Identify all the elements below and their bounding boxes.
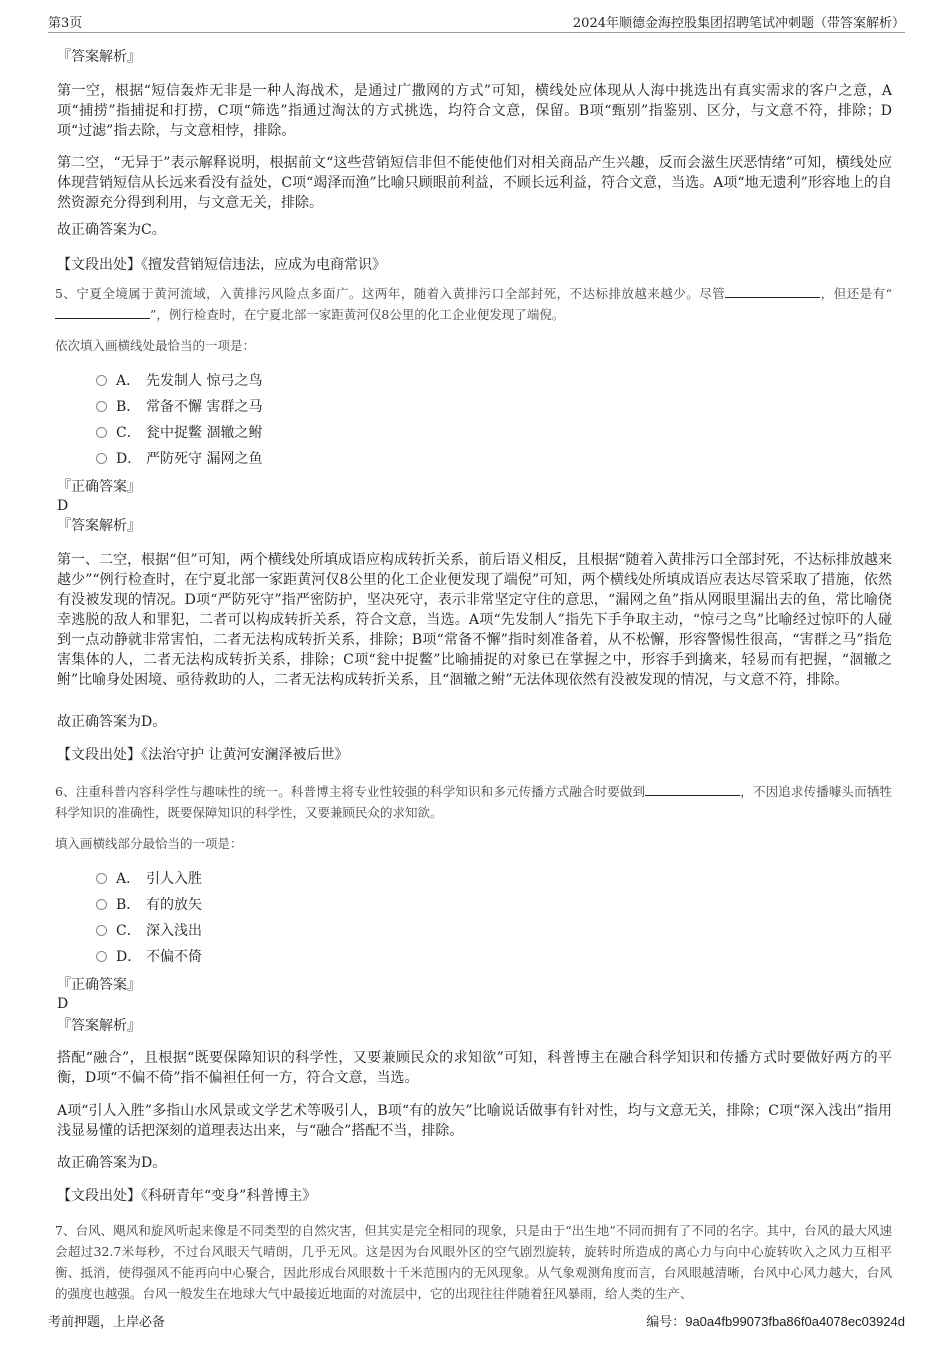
q5-analysis-paragraph: 第一、二空，根据“但”可知，两个横线处所填成语应构成转折关系，前后语义相反，且根据“随着入黄排污口全部封死，不达标排放越来越少”“例行检查时，在宁夏北部一家距黄河仅8公里的化工企业便发现了端倪”可知，两个横线处所填成语应表达尽管采取了措施，依然有没被发现的情况。D项“严防死守”指严密防护，坚决死守，表示非常坚定守住的意思，“漏网之鱼”指从网眼里漏出去的鱼，常比喻侥幸逃脱的敌人和罪犯，二者可以构成转折关系，符合文意，当选。A项“先发制人”指先下手争取主动，“惊弓之鸟”比喻经过惊吓的人碰到一点动静就非常害怕，二者无法构成转折关系，排除；B项“常备不懈”指时刻准备着，从不松懈，形容警惕性很高，“害群之马”指危害集体的人，二者无法构成转折关系，排除；C项“瓮中捉鳖”比喻捕捉的对象已在掌握之中，形容手到擒来，轻易而有把握，“涸辙之鲋”比喻身处困境、亟待救助的人，二者无法构成转折关系，且“涸辙之鲋”无法体现依然有没被发现的情况，与文意不符，排除。 xyxy=(57,552,892,688)
q5-option-b[interactable]: B． 常备不懈 害群之马 xyxy=(96,397,262,417)
q6-stem: 6、注重科普内容科学性与趣味性的统一。科普博主将专业性较强的科学知识和多元传播方式融合时要做到 ，不因追求传播噱头而牺牲科学知识的准确性，既要保障知识的科学性，又要兼顾民众的求知欲。 xyxy=(55,784,892,820)
q6-analysis-title: 『答案解析』 xyxy=(57,1018,141,1034)
q5-option-a[interactable]: A． 先发制人 惊弓之鸟 xyxy=(96,371,262,391)
q6-blank xyxy=(645,783,740,796)
radio-icon[interactable] xyxy=(96,873,107,884)
q6-conclusion: 故正确答案为D。 xyxy=(57,1155,167,1171)
q5-blank-2 xyxy=(55,306,150,319)
q4-conclusion: 故正确答案为C。 xyxy=(57,222,166,238)
q6-analysis-paragraph-1: 搭配“融合”，且根据“既要保障知识的科学性，又要兼顾民众的求知欲”可知，科普博主在融合科学知识和传播方式时要做好两方的平衡，D项“不偏不倚”指不偏袒任何一方，符合文意，当选。 xyxy=(57,1050,892,1086)
q6-analysis-paragraph-2: A项“引人入胜”多指山水风景或文学艺术等吸引人，B项“有的放矢”比喻说话做事有针对性，均与文意无关，排除；C项“深入浅出”指用浅显易懂的话把深刻的道理表达出来，与“融合”搭配不当，排除。 xyxy=(57,1103,892,1139)
radio-icon[interactable] xyxy=(96,925,107,936)
q6-option-c[interactable]: C． 深入浅出 xyxy=(96,921,202,941)
q5-conclusion: 故正确答案为D。 xyxy=(57,714,167,730)
q5-answer: D xyxy=(57,498,69,514)
q5-source: 【文段出处】《法治守护 让黄河安澜泽被后世》 xyxy=(57,747,349,763)
q6-option-b[interactable]: B． 有的放矢 xyxy=(96,895,202,915)
q6-source: 【文段出处】《科研青年“变身”科普博主》 xyxy=(57,1188,317,1204)
q5-option-c[interactable]: C． 瓮中捉鳖 涸辙之鲋 xyxy=(96,423,262,443)
q7-stem: 7、台风、飓风和旋风听起来像是不同类型的自然灾害，但其实是完全相同的现象，只是由于“出生地”不同而拥有了不同的名字。其中，台风的最大风速会超过32.7米每秒，不过台风眼天气晴朗，几乎无风。这是因为台风眼外区的空气剧烈旋转，旋转时所造成的离心力与向中心旋转吹入之风力互相平衡、抵消，使得强风不能再向中心聚合，因此形成台风眼数十千米范围内的无风现象。从气象观测角度而言，台风眼越清晰，台风中心风力越大，台风的强度也越强。台风一般发生在地球大气中最接近地面的对流层中，它的出现往往伴随着狂风暴雨，给人类的生产、 xyxy=(55,1223,892,1301)
footer-slogan: 考前押题，上岸必备 xyxy=(48,1315,166,1330)
q6-answer: D xyxy=(57,996,69,1012)
q6-prompt: 填入画横线部分最恰当的一项是： xyxy=(55,836,243,851)
radio-icon[interactable] xyxy=(96,899,107,910)
page-header xyxy=(48,10,905,33)
document-title: 2024年顺德金海控股集团招聘笔试冲刺题（带答案解析） xyxy=(572,16,905,31)
q5-answer-title: 『正确答案』 xyxy=(57,479,141,495)
q6-answer-title: 『正确答案』 xyxy=(57,977,141,993)
q6-option-d[interactable]: D． 不偏不倚 xyxy=(96,947,202,967)
radio-icon[interactable] xyxy=(96,375,107,386)
q4-source: 【文段出处】《擅发营销短信违法，应成为电商常识》 xyxy=(57,257,386,273)
radio-icon[interactable] xyxy=(96,453,107,464)
q4-analysis-paragraph-2: 第二空，“无异于”表示解释说明，根据前文“这些营销短信非但不能使他们对相关商品产生兴趣，反而会滋生厌恶情绪”可知，横线处应体现营销短信从长远来看没有益处，C项“竭泽而渔”比喻只顾眼前利益，不顾长远利益，符合文意，当选。A项“地无遗利”形容地上的自然资源充分得到利用，与文意无关，排除。 xyxy=(57,155,892,211)
q4-analysis-title: 『答案解析』 xyxy=(57,49,141,65)
q5-stem: 5、宁夏全境属于黄河流域，入黄排污风险点多面广。这两年，随着入黄排污口全部封死，不达标排放越来越少。尽管 ，但还是有“”，例行检查时，在宁夏北部一家距黄河仅8公里的化工企业便发现了端倪。 xyxy=(55,286,892,322)
q5-analysis-title: 『答案解析』 xyxy=(57,518,141,534)
q5-option-d[interactable]: D． 严防死守 漏网之鱼 xyxy=(96,449,262,469)
footer-code: 编号：9a0a4fb99073fba86f0a4078ec03924d xyxy=(646,1314,905,1330)
q6-option-a[interactable]: A． 引人入胜 xyxy=(96,869,202,889)
q4-analysis-paragraph-1: 第一空，根据“短信轰炸无非是一种人海战术，是通过广撒网的方式”可知，横线处应体现从人海中挑选出有真实需求的客户之意，A项“捕捞”指捕捉和打捞，C项“筛选”指通过淘汰的方式挑选，均符合文意，保留。B项“甄别”指鉴别、区分，与文意不符，排除；D项“过滤”指去除，与文意相悖，排除。 xyxy=(57,83,892,139)
page-number: 第3页 xyxy=(48,16,83,31)
q5-prompt: 依次填入画横线处最恰当的一项是： xyxy=(55,338,256,353)
q5-blank-1 xyxy=(725,285,820,298)
radio-icon[interactable] xyxy=(96,401,107,412)
radio-icon[interactable] xyxy=(96,427,107,438)
radio-icon[interactable] xyxy=(96,951,107,962)
